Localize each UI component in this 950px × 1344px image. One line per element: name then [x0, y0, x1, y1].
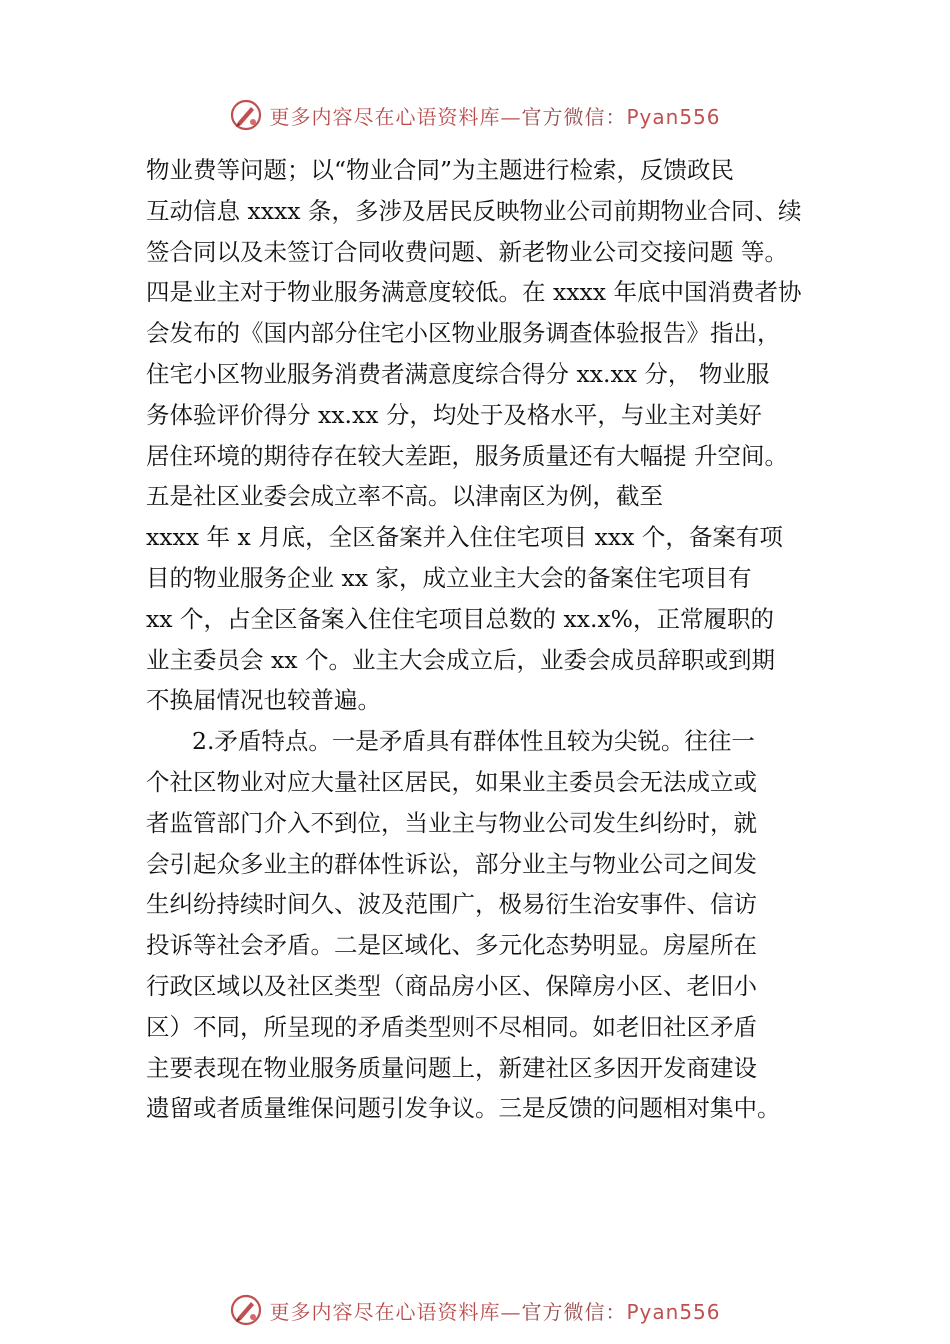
text-line: 主要表现在物业服务质量问题上，新建社区多因开发商建设 — [146, 1053, 757, 1082]
text-line: 互动信息 xxxx 条，多涉及居民反映物业公司前期物业合同、续 — [146, 196, 802, 225]
banner-label: 官方微信： — [521, 1299, 627, 1324]
text-line: 住宅小区物业服务消费者满意度综合得分 xx.xx 分， 物业服 — [146, 359, 770, 388]
text-line: xxxx 年 x 月底，全区备案并入住住宅项目 xxx 个，备案有项 — [146, 523, 783, 552]
text-line: 会引起众多业主的群体性诉讼，部分业主与物业公司之间发 — [146, 849, 757, 878]
banner-text — [269, 1296, 720, 1325]
text-line: 生纠纷持续时间久、波及范围广，极易衍生治安事件、信访 — [146, 890, 757, 919]
text-line: 不换届情况也较普遍。 — [146, 686, 381, 715]
text-line: 签合同以及未签订合同收费问题、新老物业公司交接问题 等。 — [146, 237, 788, 266]
text-line: 四是业主对于物业服务满意度较低。在 xxxx 年底中国消费者协 — [146, 278, 802, 307]
text-line: 区）不同，所呈现的矛盾类型则不尽相同。如老旧社区矛盾 — [146, 1012, 757, 1041]
text-line: 五是社区业委会成立率不高。以津南区为例，截至 — [146, 482, 663, 511]
text-line: 者监管部门介入不到位，当业主与物业公司发生纠纷时，就 — [146, 808, 757, 837]
banner-wechat-id: Pyan556 — [626, 104, 721, 129]
banner-wechat-id: Pyan556 — [626, 1299, 721, 1324]
document-body — [146, 150, 846, 1129]
banner-prefix: 更多内容尽在心语资料库— — [269, 104, 522, 129]
text-line: 个社区物业对应大量社区居民，如果业主委员会无法成立或 — [146, 767, 757, 796]
text-line: 遗留或者质量维保问题引发争议。三是反馈的问题相对集中。 — [146, 1094, 781, 1123]
text-line: 务体验评价得分 xx.xx 分，均处于及格水平，与业主对美好 — [146, 400, 762, 429]
banner-prefix: 更多内容尽在心语资料库— — [269, 1299, 522, 1324]
banner-label: 官方微信： — [521, 104, 627, 129]
text-line: 居住环境的期待存在较大差距，服务质量还有大幅提 升空间。 — [146, 441, 788, 470]
text-line: 业主委员会 xx 个。业主大会成立后，业委会成员辞职或到期 — [146, 645, 775, 674]
text-line: 行政区域以及社区类型（商品房小区、保障房小区、老旧小 — [146, 971, 757, 1000]
text-line: 会发布的《国内部分住宅小区物业服务调查体验报告》指出， — [146, 319, 781, 348]
header-banner — [0, 95, 950, 135]
footer-banner — [0, 1290, 950, 1330]
text-line: 物业费等问题；以“物业合同”为主题进行检索，反馈政民 — [146, 156, 735, 184]
pen-seal-logo-icon — [229, 98, 263, 132]
pen-seal-logo-icon — [229, 1293, 263, 1327]
text-line: 目的物业服务企业 xx 家，成立业主大会的备案住宅项目有 — [146, 563, 752, 592]
banner-text — [269, 101, 720, 130]
text-line: xx 个，占全区备案入住住宅项目总数的 xx.x%，正常履职的 — [146, 604, 775, 633]
text-line: 投诉等社会矛盾。二是区域化、多元化态势明显。房屋所在 — [146, 931, 757, 960]
paragraph-start-line: 2.矛盾特点。一是矛盾具有群体性且较为尖锐。往往一 — [192, 727, 755, 756]
